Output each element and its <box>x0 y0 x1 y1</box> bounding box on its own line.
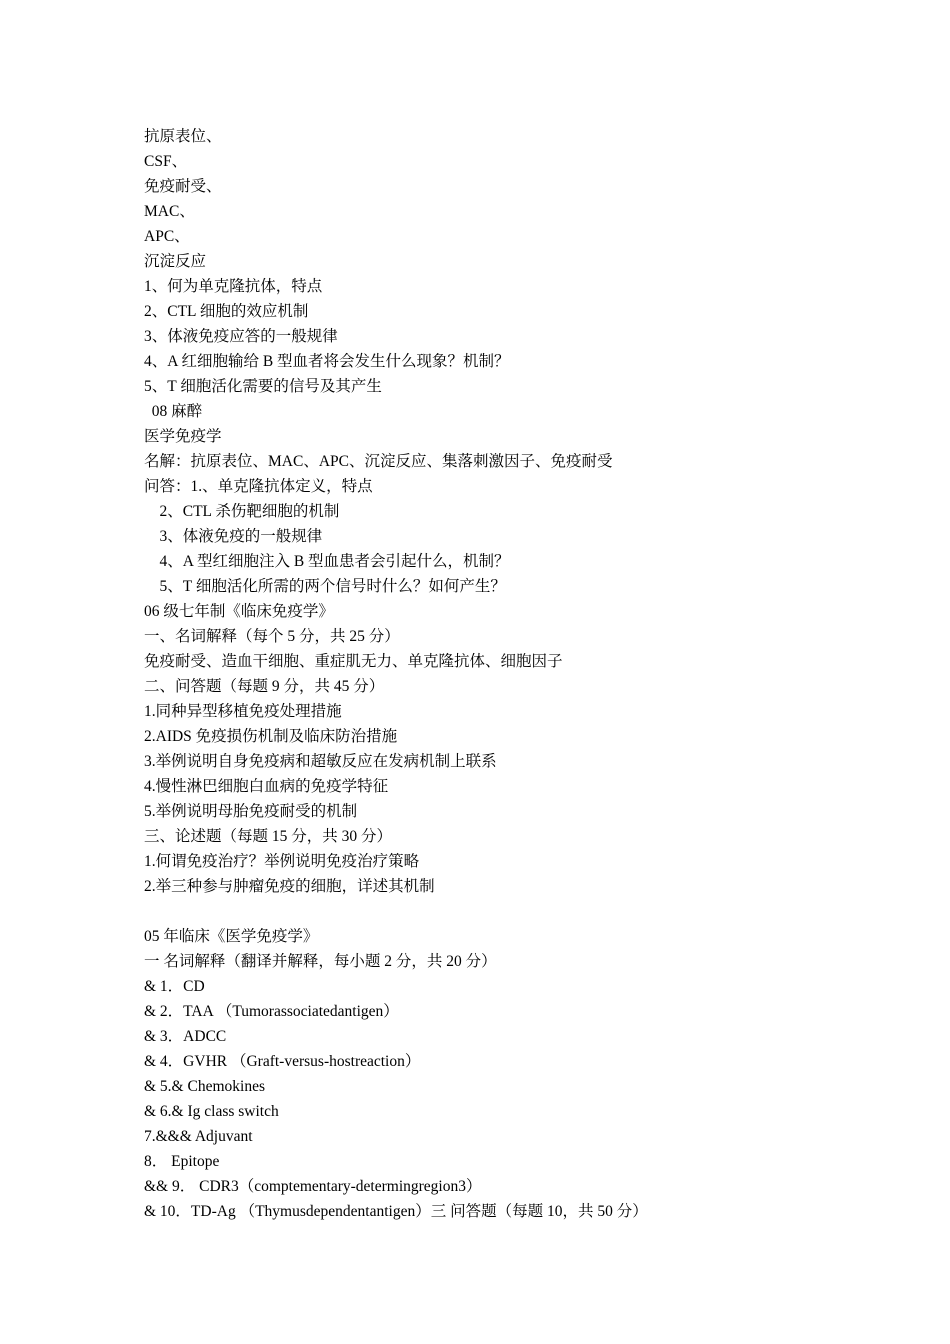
text-line: MAC、 <box>144 203 195 220</box>
text-line: 2、CTL 杀伤靶细胞的机制 <box>144 503 340 520</box>
text-line: 8． Epitope <box>144 1153 220 1170</box>
text-line: 4、A 红细胞输给 B 型血者将会发生什么现象？机制？ <box>144 353 510 370</box>
text-line: 08 麻醉 <box>144 403 203 420</box>
text-line: 名解：抗原表位、MAC、APC、沉淀反应、集落刺激因子、免疫耐受 <box>144 453 613 470</box>
text-line: 3.举例说明自身免疫病和超敏反应在发病机制上联系 <box>144 753 497 770</box>
text-line: 1、何为单克隆抗体，特点 <box>144 278 323 295</box>
text-line: 免疫耐受、造血干细胞、重症肌无力、单克隆抗体、细胞因子 <box>144 653 563 670</box>
text-line: 5.举例说明母胎免疫耐受的机制 <box>144 803 358 820</box>
text-line: 5、T 细胞活化需要的信号及其产生 <box>144 378 382 395</box>
text-line: 1.何谓免疫治疗？举例说明免疫治疗策略 <box>144 853 420 870</box>
text-line: 1.同种异型移植免疫处理措施 <box>144 703 342 720</box>
text-line: 2.AIDS 免疫损伤机制及临床防治措施 <box>144 728 398 745</box>
text-line: & 6.& Ig class switch <box>144 1103 279 1120</box>
text-line: 抗原表位、 <box>144 128 222 145</box>
text-line: 3、体液免疫应答的一般规律 <box>144 328 338 345</box>
text-line: CSF、 <box>144 153 188 170</box>
text-line: & 5.& Chemokines <box>144 1078 265 1095</box>
text-line: & 1．CD <box>144 978 205 995</box>
text-line: & 10．TD-Ag （Thymusdependentantigen）三 问答题（每题 10，共 50 分） <box>144 1203 648 1220</box>
text-line: 三、论述题（每题 15 分，共 30 分） <box>144 828 393 845</box>
blank-line <box>144 899 844 924</box>
text-line: 4.慢性淋巴细胞白血病的免疫学特征 <box>144 778 389 795</box>
text-line: 2.举三种参与肿瘤免疫的细胞，详述其机制 <box>144 878 435 895</box>
text-line: 问答：1.、单克隆抗体定义，特点 <box>144 478 373 495</box>
text-line: 7.&&& Adjuvant <box>144 1128 253 1145</box>
section-title: 06 级七年制《临床免疫学》 <box>144 603 334 620</box>
text-line: 一 名词解释（翻译并解释，每小题 2 分，共 20 分） <box>144 953 497 970</box>
text-line: 4、A 型红细胞注入 B 型血患者会引起什么，机制？ <box>144 553 510 570</box>
text-line: 5、T 细胞活化所需的两个信号时什么？如何产生？ <box>144 578 506 595</box>
text-line: 二、问答题（每题 9 分，共 45 分） <box>144 678 385 695</box>
text-line: & 3．ADCC <box>144 1028 227 1045</box>
text-line: 沉淀反应 <box>144 253 207 270</box>
text-line: && 9． CDR3（comptementary-determingregion3） <box>144 1178 482 1195</box>
text-line: 2、CTL 细胞的效应机制 <box>144 303 309 320</box>
text-line: & 4．GVHR （Graft-versus-hostreaction） <box>144 1053 421 1070</box>
document-body <box>144 124 844 1224</box>
text-line: 医学免疫学 <box>144 428 222 445</box>
text-line: 免疫耐受、 <box>144 178 222 195</box>
text-line: 3、体液免疫的一般规律 <box>144 528 323 545</box>
text-line: APC、 <box>144 228 190 245</box>
text-line: & 2．TAA （Tumorassociatedantigen） <box>144 1003 399 1020</box>
text-line: 一、名词解释（每个 5 分，共 25 分） <box>144 628 400 645</box>
section-title: 05 年临床《医学免疫学》 <box>144 928 319 945</box>
